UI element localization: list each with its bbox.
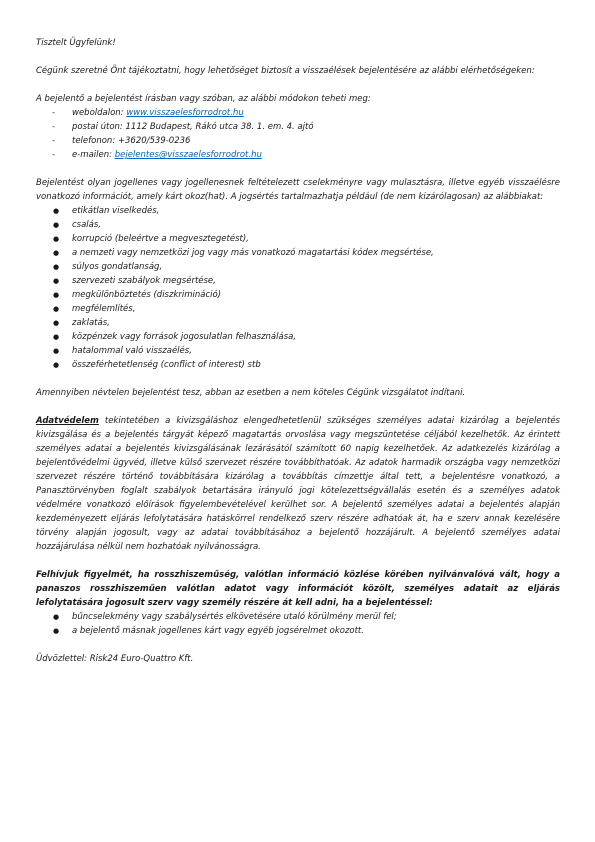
channel-list [36,106,560,162]
website-link[interactable]: www.visszaelesforrodrot.hu [126,108,244,118]
definition-paragraph: Bejelentést olyan jogellenes vagy jogellenesnek feltételezett cselekményre vagy mulasztásra, illetve egyéb visszaélésre vonatkozó információt, amely kárt okoz(hat). A jogsértés tartalmazhatja például (de nem kizárólagosan) az alábbiakat: [36,178,560,202]
warning-paragraph: Felhívjuk figyelmét, ha rosszhiszeműség, valótlan információ közlése körében nyilvánvalóvá vált, hogy a panaszos rosszhiszeműen valótlan adatot vagy információt közölt, személyes adatait az eljárás lefolytatására jogosult szerv vagy személy részére át kell adni, ha a bejelentéssel: [36,570,560,608]
list-item: ● korrupció (beleértve a megvesztegetést), [36,232,560,246]
channel-email: - e-mailen: bejelentes@visszaelesforrodrot.hu [36,148,560,162]
list-item: ● súlyos gondatlanság, [36,260,560,274]
email-link[interactable]: bejelentes@visszaelesforrodrot.hu [114,150,262,160]
list-item: ● a bejelentő másnak jogellenes kárt vagy egyéb jogsérelmet okozott. [36,624,560,638]
anonymous-paragraph: Amennyiben névtelen bejelentést tesz, abban az esetben a nem köteles Cégünk vizsgálatot indítani. [36,388,466,398]
privacy-title: Adatvédelem [36,416,99,426]
list-item: ● szervezeti szabályok megsértése, [36,274,560,288]
list-item: ● etikátlan viselkedés, [36,204,560,218]
channels-intro: A bejelentő a bejelentést írásban vagy szóban, az alábbi módokon teheti meg: [36,94,371,104]
list-item: ● megfélemlítés, [36,302,560,316]
privacy-paragraph: Adatvédelem tekintetében a kivizsgáláshoz elengedhetetlenül szükséges személyes adatai kizárólag a bejelentés kivizsgálása és a bejelentés tárgyát képező magatartás orvoslása vagy megszüntetése céljából kezelhetők. Az érintett személyes adatai a bejelentés kivizsgálásának lezárásától számított 60 napig kezelhetőek. Az adatkezelés kizárólag a bejelentővédelmi ügyvéd, illetve külső szervezet részére továbbíthatóak. Az adatok harmadik országba vagy nemzetközi szervezet részére történő továbbítására kizárólag a továbbítás címzettje által tett, a bejelentésre vonatkozó, a Panasztörvényben foglalt szabályok betartására irányuló jogi kötelezettségvállalás esetén és a személyes adatok védelmére vonatkozó előírások figyelembevételével kerülhet sor. A bejelentő személyes adatai a bejelentés alapján kezdeményezett eljárás lefolytatására hatáskörrel rendelkező szerv részére adhatóak át, ha e szerv annak kezelésére törvény alapján jogosult, vagy az adatai továbbításához a bejelentő hozzájárult. A bejelentő személyes adatai hozzájárulása nélkül nem hozhatóak nyilvánosságra. [36,416,560,552]
list-item: ● zaklatás, [36,316,560,330]
list-item: ● bűncselekmény vagy szabálysértés elkövetésére utaló körülmény merül fel; [36,610,560,624]
list-item: ● közpénzek vagy források jogosulatlan felhasználása, [36,330,560,344]
intro-paragraph: Cégünk szeretné Önt tájékoztatni, hogy lehetőséget biztosít a visszaélések bejelentésére az alábbi elérhetőségeken: [36,66,535,76]
list-item: ● megkülönböztetés (diszkrimináció) [36,288,560,302]
signoff: Üdvözlettel: Risk24 Euro-Quattro Kft. [36,654,194,664]
examples-list [36,204,560,372]
channel-website: - weboldalon: www.visszaelesforrodrot.hu [36,106,560,120]
greeting: Tisztelt Ügyfelünk! [36,38,116,48]
consequences-list [36,610,560,638]
list-item: ● a nemzeti vagy nemzetközi jog vagy más vonatkozó magatartási kódex megsértése, [36,246,560,260]
channel-post: - postai úton: 1112 Budapest, Rákó utca 38. 1. em. 4. ajtó [36,120,560,134]
letter [36,36,560,666]
list-item: ● hatalommal való visszaélés, [36,344,560,358]
list-item: ● összeférhetetlenség (conflict of interest) stb [36,358,560,372]
list-item: ● csalás, [36,218,560,232]
channel-phone: - telefonon: +3620/539-0236 [36,134,560,148]
